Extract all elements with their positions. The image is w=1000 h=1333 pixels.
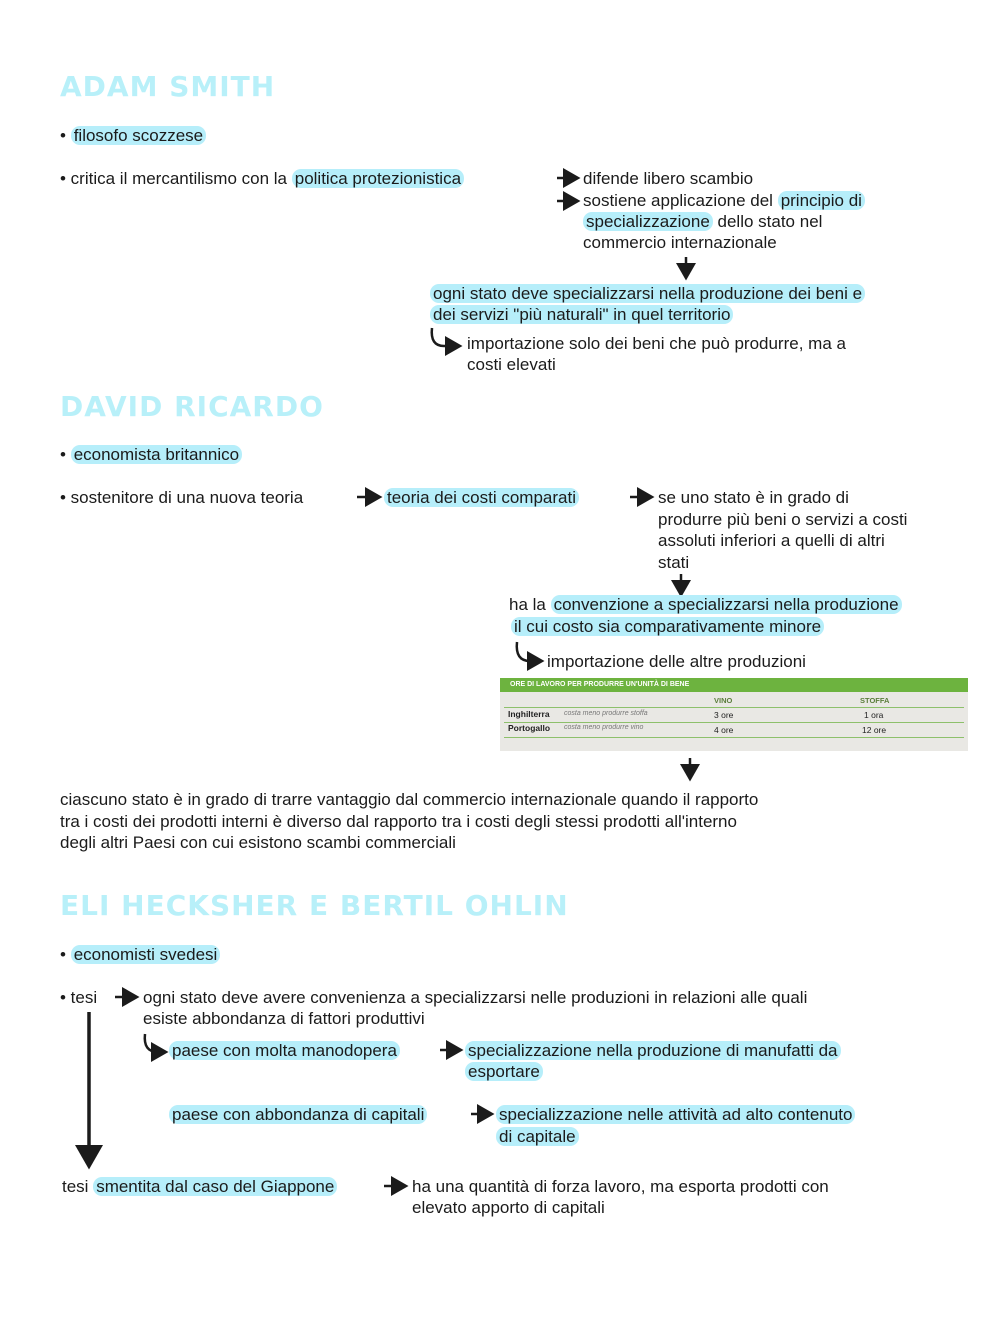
table-cell: 12 ore <box>862 725 887 735</box>
ricardo-import: importazione delle altre produzioni <box>547 652 806 671</box>
highlight-text: convenzione a specializzarsi nella produzione <box>551 595 902 614</box>
smith-principio-line2 <box>583 211 822 233</box>
ricardo-def-2: produrre più beni o servizi a costi <box>658 510 908 529</box>
table-cell: 3 ore <box>714 710 734 720</box>
bullet-text: • critica il mercantilismo con la <box>60 169 292 188</box>
ricardo-paragraph-2: tra i costi dei prodotti interni è diverso dal rapporto tra i costi degli stessi prodotti all'interno <box>60 812 737 831</box>
highlight-text: ogni stato deve specializzarsi nella produzione dei beni e <box>430 284 865 303</box>
table-divider <box>504 707 964 708</box>
heckscher-giappone <box>62 1176 337 1198</box>
smith-principio-line1 <box>583 190 865 212</box>
curved-arrow-icon <box>517 642 542 661</box>
heckscher-giappone-result-1: ha una quantità di forza lavoro, ma esporta prodotti con <box>412 1177 829 1196</box>
heckscher-giappone-result-2: elevato apporto di capitali <box>412 1198 605 1217</box>
highlight-text: specializzazione <box>583 212 713 231</box>
table-row-note: costa meno produrre vino <box>564 724 644 731</box>
heckscher-capitali <box>169 1104 427 1126</box>
ricardo-convenzione-1 <box>509 594 902 616</box>
bullet-heckscher-2: • tesi <box>60 988 98 1007</box>
curved-arrow-icon <box>145 1034 166 1052</box>
text: dello stato nel <box>712 212 823 231</box>
table-row-note: costa meno produrre stoffa <box>564 710 648 717</box>
highlight-text: principio di <box>778 191 865 210</box>
ricardo-def-4: stati <box>658 553 690 572</box>
section-title-smith: ADAM SMITH <box>60 70 276 103</box>
table-cell: 1 ora <box>864 710 884 720</box>
highlight-text: filosofo scozzese <box>71 126 206 145</box>
bullet-prefix: • <box>60 126 71 145</box>
smith-import-line1: importazione solo dei beni che può produrre, ma a <box>467 334 846 353</box>
smith-conclusion-line2 <box>430 304 733 326</box>
smith-principio-line3: commercio internazionale <box>583 233 777 252</box>
bullet-heckscher-1 <box>60 944 220 966</box>
ricardo-convenzione-2 <box>511 616 824 638</box>
highlight-text: economista britannico <box>71 445 242 464</box>
table-col-vino: VINO <box>714 696 733 705</box>
highlight-text: paese con molta manodopera <box>169 1041 400 1060</box>
bullet-prefix: • <box>60 945 71 964</box>
heckscher-manodopera-result-1 <box>465 1040 841 1062</box>
table-col-stoffa: STOFFA <box>860 696 890 705</box>
bullet-ricardo-2: • sostenitore di una nuova teoria <box>60 488 304 507</box>
bullet-smith-1 <box>60 125 206 147</box>
smith-libero-scambio: difende libero scambio <box>583 169 754 188</box>
highlight-text: teoria dei costi comparati <box>384 488 579 507</box>
heckscher-manodopera <box>169 1040 400 1062</box>
heckscher-manodopera-result-2 <box>465 1061 543 1083</box>
table-row-name: Inghilterra <box>508 709 550 719</box>
ricardo-paragraph-3: degli altri Paesi con cui esistono scambi commerciali <box>60 833 456 852</box>
ricardo-def-1: se uno stato è in grado di <box>658 488 849 507</box>
highlight-text: paese con abbondanza di capitali <box>169 1105 427 1124</box>
text: sostiene applicazione del <box>583 191 778 210</box>
bullet-prefix: • <box>60 445 71 464</box>
ricardo-def-3: assoluti inferiori a quelli di altri <box>658 531 885 550</box>
highlight-text: il cui costo sia comparativamente minore <box>511 617 824 636</box>
highlight-text: smentita dal caso del Giappone <box>93 1177 337 1196</box>
highlight-text: dei servizi "più naturali" in quel territorio <box>430 305 733 324</box>
table-divider <box>504 737 964 738</box>
text: tesi <box>62 1177 94 1196</box>
highlight-text: specializzazione nelle attività ad alto contenuto <box>496 1105 855 1124</box>
ricardo-theory <box>384 487 579 509</box>
highlight-text: politica protezionistica <box>292 169 464 188</box>
heckscher-capitali-result-2 <box>496 1126 579 1148</box>
table-heading: ORE DI LAVORO PER PRODURRE UN'UNITÀ DI BENE <box>500 678 968 692</box>
table-cell: 4 ore <box>714 725 734 735</box>
heckscher-thesis-2: esiste abbondanza di fattori produttivi <box>143 1009 425 1028</box>
highlight-text: economisti svedesi <box>71 945 221 964</box>
text: ha la <box>509 595 551 614</box>
smith-conclusion-line1 <box>430 283 865 305</box>
curved-arrow-icon <box>432 328 460 346</box>
heckscher-thesis-1: ogni stato deve avere convenienza a specializzarsi nelle produzioni in relazioni alle quali <box>143 988 808 1007</box>
highlight-text: di capitale <box>496 1127 579 1146</box>
smith-import-line2: costi elevati <box>467 355 556 374</box>
table-row-name: Portogallo <box>508 723 551 733</box>
section-title-heckscher: ELI HECKSHER E BERTIL OHLIN <box>60 889 569 922</box>
table-divider <box>504 722 964 723</box>
section-title-ricardo: DAVID RICARDO <box>60 390 324 423</box>
ricardo-paragraph-1: ciascuno stato è in grado di trarre vantaggio dal commercio internazionale quando il rapporto <box>60 790 759 809</box>
bullet-smith-2 <box>60 168 464 190</box>
bullet-ricardo-1 <box>60 444 242 466</box>
highlight-text: esportare <box>465 1062 543 1081</box>
cost-table-photo <box>500 678 968 751</box>
highlight-text: specializzazione nella produzione di manufatti da <box>465 1041 841 1060</box>
heckscher-capitali-result-1 <box>496 1104 855 1126</box>
